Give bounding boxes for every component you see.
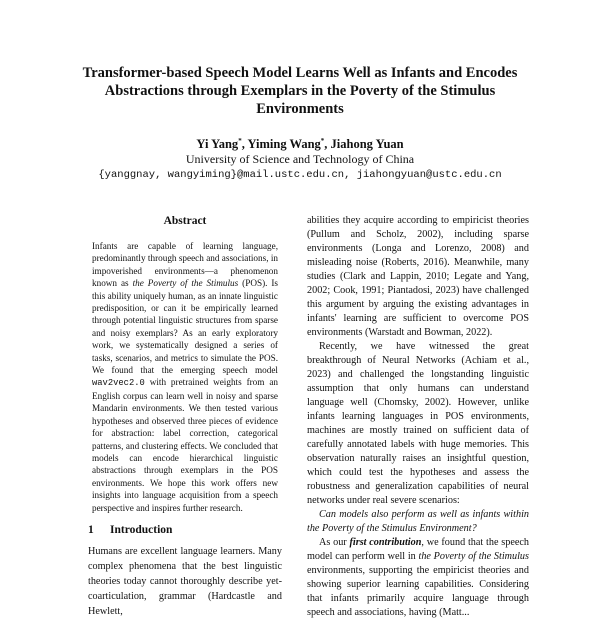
abstract-emphasis: the Poverty of the Stimulus [132,278,239,289]
contribution-paragraph: As our first contribution, we found that the speech model can perform well in the Poverty of the Stimulus environments, supporting the empiricist theories and showing superior learning capabilities. Considering that infants primarily acquire language through speech and associations, having (Matt... [307,537,529,618]
author-name: Jiahong Yuan [330,137,404,151]
body-paragraph: Recently, we have witnessed the great breakthrough of Neural Networks (Achiam et al., 2023) and challenged the longstanding linguistic assumption that only humans can understand language well (Chomsky, 2002). However, unlike infants learning languages in POS environments, machines are mostly trained on sufficient data of carefully annotated labels with huge memories. This observation naturally raises an insightful question, which could test the hypotheses and assess the robustness and generalization capabilities of neural networks under real severe scenarios: [307,341,529,506]
body-paragraph: abilities they acquire according to empiricist theories (Pullum and Scholz, 2002), including sparse environments (Longa and Lorenzo, 2008) and misleading noise (Roberts, 2016). Meanwhile, many studies (Clark and Lappin, 2010; Legate and Yang, 2002; Cook, 1991; Piantadosi, 2023) have challenged this argument by arguing the existing advantages in infants' learning are sufficient to overcome POS environments (Warstadt and Bowman, 2022). [307,215,529,338]
author-name: Yi Yang [196,137,239,151]
section-title: Introduction [110,523,173,536]
contribution-emphasis: first contribution [349,537,422,548]
author-emails: {yanggnay, wangyiming}@mail.ustc.edu.cn, jiahongyuan@ustc.edu.cn [98,169,502,181]
model-name: wav2vec2.0 [92,378,145,389]
paper-title: Transformer-based Speech Model Learns Well as Infants and Encodes Abstractions through Exemplars in the Poverty of the Stimulus Environments [82,65,518,117]
right-column [307,214,529,620]
research-question: Can models also perform as well as infants within the Poverty of the Stimulus Environment? [307,509,529,534]
author-list: Yi Yang*, Yiming Wang*, Jiahong Yuan [196,136,404,151]
abstract-body: Infants are capable of learning language, predominantly through speech and associations, in impoverished environments—a phenomenon known as the Poverty of the Stimulus (POS). Is this ability uniquely human, as an innate linguistic predisposition, or can it be empirically learned through potential linguistic structures from sparse and noisy exemplars? As an early exploratory work, we systematically designed a series of tasks, scenarios, and metrics to simulate the POS. We found that the emerging speech model wav2vec2.0 with pretrained weights from an English corpus can learn well in noisy and sparse Mandarin environments. We then tested various hypotheses and observed three pieces of evidence for abstraction: label correction, categorical patterns, and clustering effects. We concluded that models can encode hierarchical linguistic abstractions through exemplars in the POS environments. We hope this work offers new insights into language acquisition from a speech perspective and inspires further research. [92,241,279,513]
author-name: Yiming Wang [247,137,321,151]
abstract-heading: Abstract [163,215,207,227]
section-number: 1 [88,523,94,536]
left-column [88,214,282,619]
affiliation: University of Science and Technology of China [185,152,415,166]
introduction-paragraph: Humans are excellent language learners. Many complex phenomena that the best linguistic theories today cannot thoroughly describe yet- coarticulation, grammar (Hardcastle and Hewlett, [88,545,282,617]
section-heading-introduction [88,523,282,537]
equal-contribution-mark: * [320,136,325,145]
equal-contribution-mark: * [238,136,242,145]
